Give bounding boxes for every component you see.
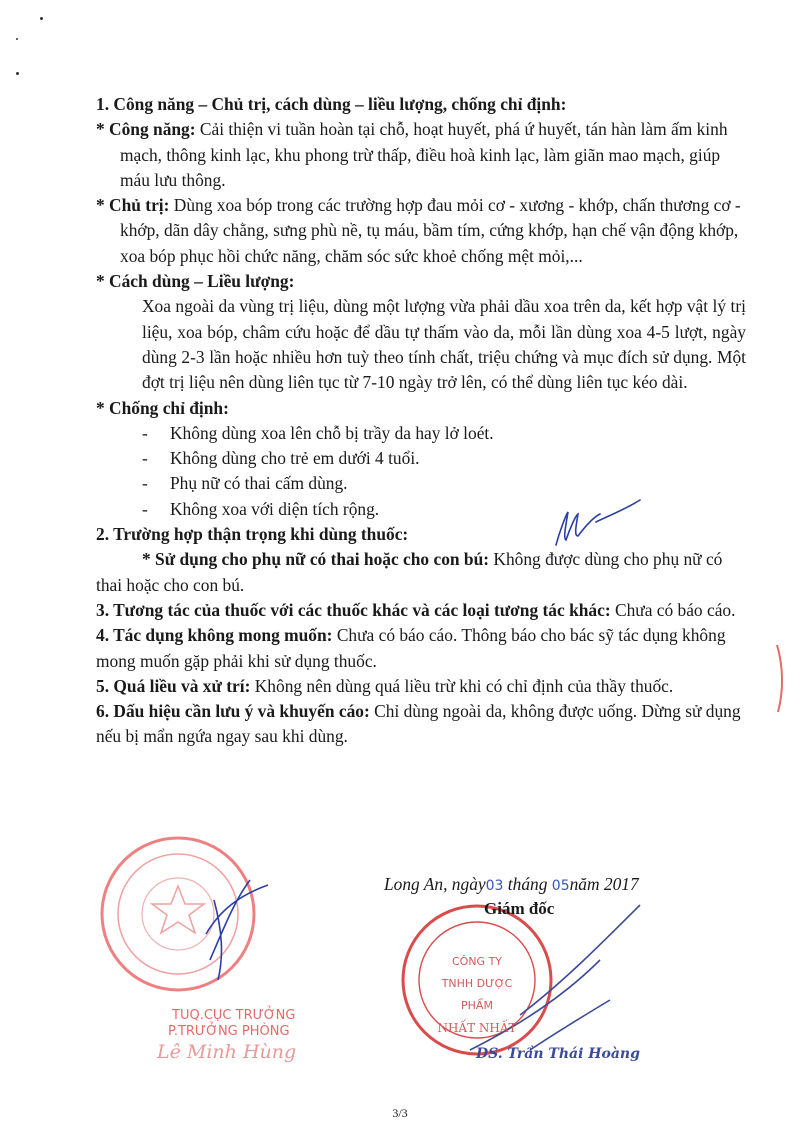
- section-5-text: Không nên dùng quá liều trừ khi có chỉ định của thầy thuốc.: [250, 675, 674, 696]
- list-item: - Không dùng xoa lên chỗ bị trầy da hay lở loét.: [142, 422, 494, 443]
- right-signatory-name: DS. Trần Thái Hoàng: [476, 1046, 640, 1062]
- list-item: - Không dùng cho trẻ em dưới 4 tuổi.: [142, 448, 420, 469]
- director-title: Giám đốc: [484, 899, 555, 918]
- list-item: - Không xoa với diện tích rộng.: [142, 498, 380, 519]
- list-item: - Phụ nữ có thai cấm dùng.: [142, 473, 348, 494]
- section-2-label: Sử dụng cho phụ nữ có thai hoặc cho con bú:: [155, 549, 490, 570]
- chong-chi-dinh-heading: * Chống chỉ định:: [96, 397, 229, 418]
- cach-dung-text: Xoa ngoài da vùng trị liệu, dùng một lượng vừa phải dầu xoa trên da, kết hợp vật lý trị liệu, xoa bóp, châm cứu hoặc để dầu tự thấm vào da, mỗi lần dùng xoa 4-5 lượt, ngày dùng 2-3 lần hoặc nhiều hơn tuỳ theo tính chất, triệu chứng và mục đích sử dụng. Một đợt trị liệu nên dùng liên tục từ 7-10 ngày trở lên, có thể dùng liên tục kéo dài.: [142, 296, 746, 393]
- chong-chi-dinh-label: Chống chỉ định:: [109, 397, 229, 418]
- section-4-label: 4. Tác dụng không mong muốn:: [96, 625, 333, 646]
- section-3-label: 3. Tương tác của thuốc với các thuốc khác và các loại tương tác khác:: [96, 599, 611, 620]
- section-5-label: 5. Quá liều và xử trí:: [96, 675, 251, 696]
- chu-tri-text: Dùng xoa bóp trong các trường hợp đau mỏi cơ - xương - khớp, chấn thương cơ - khớp, dãn dây chằng, sưng phù nề, tụ máu, bầm tím, cứng khớp, hạn chế vận động khớp, xoa bóp phục hồi chức năng, chăm sóc sức khoẻ chống mệt mỏi,...: [120, 195, 741, 266]
- page-number: 3/3: [392, 1106, 408, 1120]
- section-6-label: 6. Dấu hiệu cần lưu ý và khuyến cáo:: [96, 701, 370, 722]
- cong-nang-text: Cải thiện vi tuần hoàn tại chỗ, hoạt huyết, phá ứ huyết, tán hàn làm ấm kinh mạch, thông kinh lạc, khu phong trừ thấp, điều hoà kinh lạc, làm giãn mao mạch, giúp máu lưu thông.: [120, 119, 728, 190]
- chu-tri-paragraph: * Chủ trị: Dùng xoa bóp trong các trường hợp đau mỏi cơ - xương - khớp, chấn thương cơ - khớp, dãn dây chằng, sưng phù nề, tụ máu, bầm tím, cứng khớp, hạn chế vận động khớp, xoa bóp phục hồi chức năng, chăm sóc sức khoẻ chống mệt mỏi,...: [96, 195, 741, 266]
- left-signatory-name: Lê Minh Hùng: [157, 1041, 297, 1063]
- left-title-1: TUQ.CỤC TRƯỞNG: [172, 1008, 296, 1023]
- section-4-text: Chưa có báo cáo. Thông báo cho bác sỹ tác dụng không mong muốn gặp phải khi sử dụng thuốc.: [96, 625, 726, 671]
- section-2-heading: 2. Trường hợp thận trọng khi dùng thuốc:: [96, 524, 409, 545]
- section-2-text: Không được dùng cho phụ nữ có thai hoặc cho con bú.: [96, 549, 723, 595]
- cach-dung-label: Cách dùng – Liều lượng:: [109, 271, 295, 292]
- signature-date: Long An, ngày03 tháng 05năm 2017: [384, 874, 639, 894]
- section-6-text: Chỉ dùng ngoài da, không được uống. Dừng sử dụng nếu bị mẩn ngứa ngay sau khi dùng.: [96, 701, 741, 747]
- chu-tri-label: Chủ trị:: [109, 195, 170, 216]
- company-seal-text: CÔNG TY TNHH DƯỢC PHẨM NHẤT NHẤT: [437, 955, 517, 1035]
- cong-nang-paragraph: * Công năng: Cải thiện vi tuần hoàn tại chỗ, hoạt huyết, phá ứ huyết, tán hàn làm ấm kinh mạch, thông kinh lạc, khu phong trừ thấp, điều hoà kinh lạc, làm giãn mao mạch, giúp máu lưu thông.: [96, 119, 728, 190]
- section-1-heading: 1. Công năng – Chủ trị, cách dùng – liều lượng, chống chỉ định:: [96, 94, 567, 114]
- cong-nang-label: Công năng:: [109, 119, 196, 140]
- section-3-text: Chưa có báo cáo.: [610, 599, 736, 620]
- left-title-2: P.TRƯỞNG PHÒNG: [168, 1024, 290, 1039]
- cach-dung-heading: * Cách dùng – Liều lượng:: [96, 271, 295, 292]
- signature-day: 03: [485, 878, 504, 894]
- signature-month: 05: [551, 878, 570, 894]
- section-2-paragraph: * Sử dụng cho phụ nữ có thai hoặc cho con bú: Không được dùng cho phụ nữ có thai hoặc cho con bú.: [96, 549, 723, 595]
